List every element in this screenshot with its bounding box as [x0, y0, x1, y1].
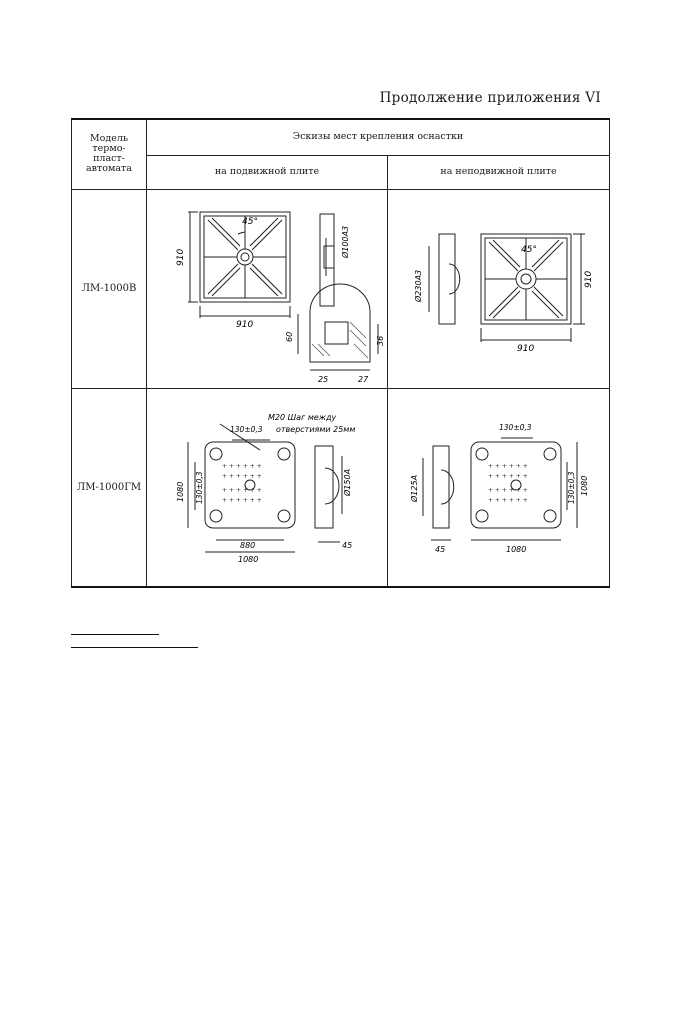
- model-name: ЛМ-1000В: [72, 189, 147, 388]
- height-label: 1080: [175, 481, 185, 503]
- sketch-moving-lm1000gm: [147, 388, 388, 587]
- moving-plate-header: на подвижной плите: [147, 155, 388, 189]
- pitch-v-label: 130±0,3: [194, 471, 204, 505]
- hole-pattern: [488, 463, 528, 504]
- outer-width-label: 1080: [237, 555, 258, 565]
- footnote-rule-long: [71, 647, 198, 648]
- model-header-text: Модель термо- пласт- автомата: [86, 133, 132, 175]
- angle-label: 45°: [241, 216, 258, 227]
- table-row: [72, 189, 610, 388]
- sketch-moving-lm1000v: [147, 189, 388, 388]
- sketch-fixed-lm1000v: [388, 189, 610, 388]
- moving-plate-drawing: [150, 194, 385, 384]
- moving-plate-drawing: [150, 392, 385, 582]
- model-column-header: [72, 119, 147, 189]
- slot-width1-label: 25: [317, 374, 328, 384]
- pitch-label: 130±0,3: [229, 425, 263, 435]
- fixed-plate-drawing: [391, 392, 606, 582]
- hole-pattern: [222, 463, 262, 504]
- fixture-sketch-table: [71, 118, 610, 588]
- svg-text:+ + + + + +: + + + + + +: [221, 497, 262, 505]
- table-row: [72, 388, 610, 587]
- model-name: ЛМ-1000ГМ: [72, 388, 147, 587]
- note-line2: отверстиями 25мм: [275, 425, 355, 435]
- note-line1: М20 Шаг между: [267, 413, 336, 423]
- height-label: 910: [175, 248, 186, 266]
- offset-label: 45: [435, 545, 446, 555]
- svg-text:+ + + + + +: + + + + + +: [488, 497, 528, 505]
- bore-label: Ø100A3: [340, 225, 350, 258]
- svg-text:+ + + + + +: + + + + + +: [221, 487, 262, 495]
- svg-text:+ + + + + +: + + + + + +: [488, 473, 528, 481]
- bore-label: Ø125A: [410, 475, 419, 503]
- page-header: Продолжение приложения VI: [379, 90, 601, 106]
- width-label: 910: [235, 319, 253, 330]
- sketch-fixed-lm1000gm: [388, 388, 610, 587]
- fixed-plate-header: на неподвижной плите: [388, 155, 610, 189]
- height-label: 910: [584, 270, 594, 288]
- slot-width2-label: 27: [357, 374, 368, 384]
- bore-label: Ø150A: [342, 469, 352, 497]
- slot-depth-label: 60: [284, 331, 294, 342]
- offset-label: 45: [341, 541, 352, 551]
- pitch-label: 130±0,3: [499, 423, 532, 433]
- fixed-plate-drawing: [391, 194, 606, 384]
- inner-width-label: 880: [239, 541, 255, 551]
- sketch-group-header: Эскизы мест крепления оснастки: [147, 119, 610, 155]
- bore-label: Ø230A3: [414, 269, 423, 302]
- slot-height-label: 36: [375, 335, 385, 346]
- svg-text:+ + + + + +: + + + + + +: [221, 473, 262, 481]
- width-label: 1080: [506, 545, 527, 555]
- svg-text:+ + + + + +: + + + + + +: [488, 487, 528, 495]
- pitch-v-label: 130±0,3: [567, 471, 576, 505]
- width-label: 910: [517, 343, 535, 354]
- svg-text:+ + + + + +: + + + + + +: [221, 463, 262, 471]
- footnote-rule-short: [71, 634, 159, 635]
- svg-text:+ + + + + +: + + + + + +: [488, 463, 528, 471]
- height-label: 1080: [580, 475, 589, 497]
- angle-label: 45°: [521, 244, 537, 255]
